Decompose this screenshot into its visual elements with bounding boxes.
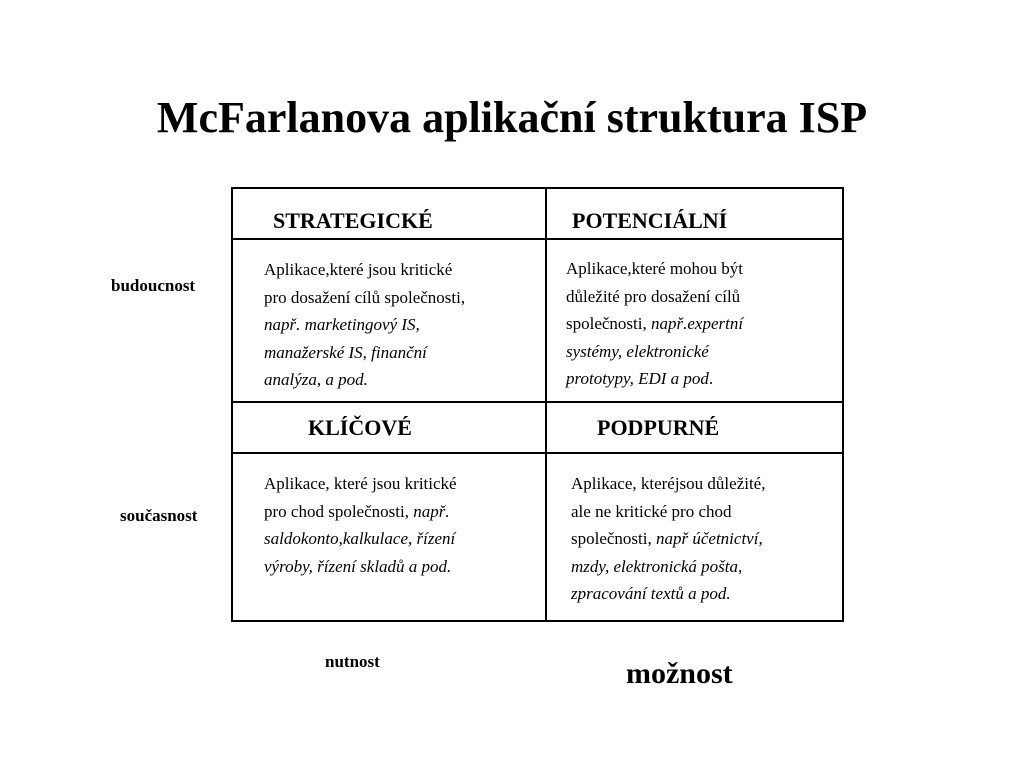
- description-line: [264, 284, 465, 312]
- axis-label-necessity: nutnost: [325, 652, 380, 671]
- header-divider-bottom: [231, 452, 844, 454]
- description-text: důležité pro dosažení cílů: [566, 286, 741, 306]
- description-line: [264, 311, 465, 339]
- description-line: [264, 498, 457, 526]
- description-line: [566, 255, 743, 283]
- description-example-text: např. marketingový IS,: [264, 315, 420, 334]
- strategic-header: STRATEGICKÉ: [273, 208, 433, 233]
- description-text: Aplikace, kteréjsou důležité,: [571, 474, 766, 493]
- description-line: [571, 470, 765, 498]
- strategic-description: [264, 256, 465, 394]
- row-divider-middle: [231, 401, 844, 403]
- description-line: [264, 339, 465, 367]
- description-line: [571, 525, 765, 553]
- axis-label-possibility: možnost: [626, 657, 733, 690]
- description-line: [264, 553, 457, 581]
- potential-description: [566, 255, 743, 393]
- key-description: [264, 470, 457, 580]
- description-example-text: např.: [413, 501, 450, 521]
- description-line: [566, 310, 743, 338]
- description-suffix: .: [708, 369, 714, 388]
- description-text: pro chod společnosti,: [264, 501, 414, 521]
- description-example-text: výroby, řízení skladů a pod.: [264, 556, 452, 576]
- description-text: ale ne kritické pro chod: [571, 501, 732, 521]
- page-title: McFarlanova aplikační struktura ISP: [156, 93, 868, 142]
- axis-label-future: budoucnost: [111, 276, 196, 295]
- description-example-text: např účetnictví,: [656, 529, 763, 548]
- description-text: společnosti,: [571, 529, 656, 548]
- description-line: [264, 525, 457, 553]
- description-example-text: prototypy, EDI a pod: [566, 369, 709, 388]
- description-line: [571, 580, 765, 608]
- description-line: [571, 498, 765, 526]
- description-text: Aplikace,které jsou kritické: [264, 260, 453, 279]
- description-line: [566, 283, 743, 311]
- description-line: [264, 470, 457, 498]
- column-divider: [545, 187, 547, 622]
- potential-header: POTENCIÁLNÍ: [572, 208, 728, 233]
- description-line: [264, 256, 465, 284]
- key-header: KLÍČOVÉ: [308, 415, 412, 440]
- description-example-text: manažerské IS, finanční: [264, 342, 427, 362]
- description-text: Aplikace,které mohou být: [566, 259, 744, 278]
- description-example-text: saldokonto,kalkulace, řízení: [264, 529, 456, 548]
- axis-label-present: současnost: [120, 506, 198, 525]
- description-example-text: systémy, elektronické: [566, 341, 709, 361]
- description-line: [566, 338, 743, 366]
- description-example-text: analýza, a pod.: [264, 370, 368, 389]
- support-description: [571, 470, 765, 608]
- header-divider-top: [231, 238, 844, 240]
- description-example-text: zpracování textů a pod.: [571, 584, 731, 603]
- description-text: společnosti,: [566, 314, 651, 333]
- description-example-text: např.expertní: [651, 314, 744, 333]
- description-example-text: mzdy, elektronická pošta,: [571, 556, 743, 576]
- description-line: [566, 365, 743, 393]
- support-header: PODPURNÉ: [597, 415, 720, 440]
- description-line: [264, 366, 465, 394]
- description-text: Aplikace, které jsou kritické: [264, 474, 457, 493]
- description-text: pro dosažení cílů společnosti,: [264, 287, 466, 307]
- description-line: [571, 553, 765, 581]
